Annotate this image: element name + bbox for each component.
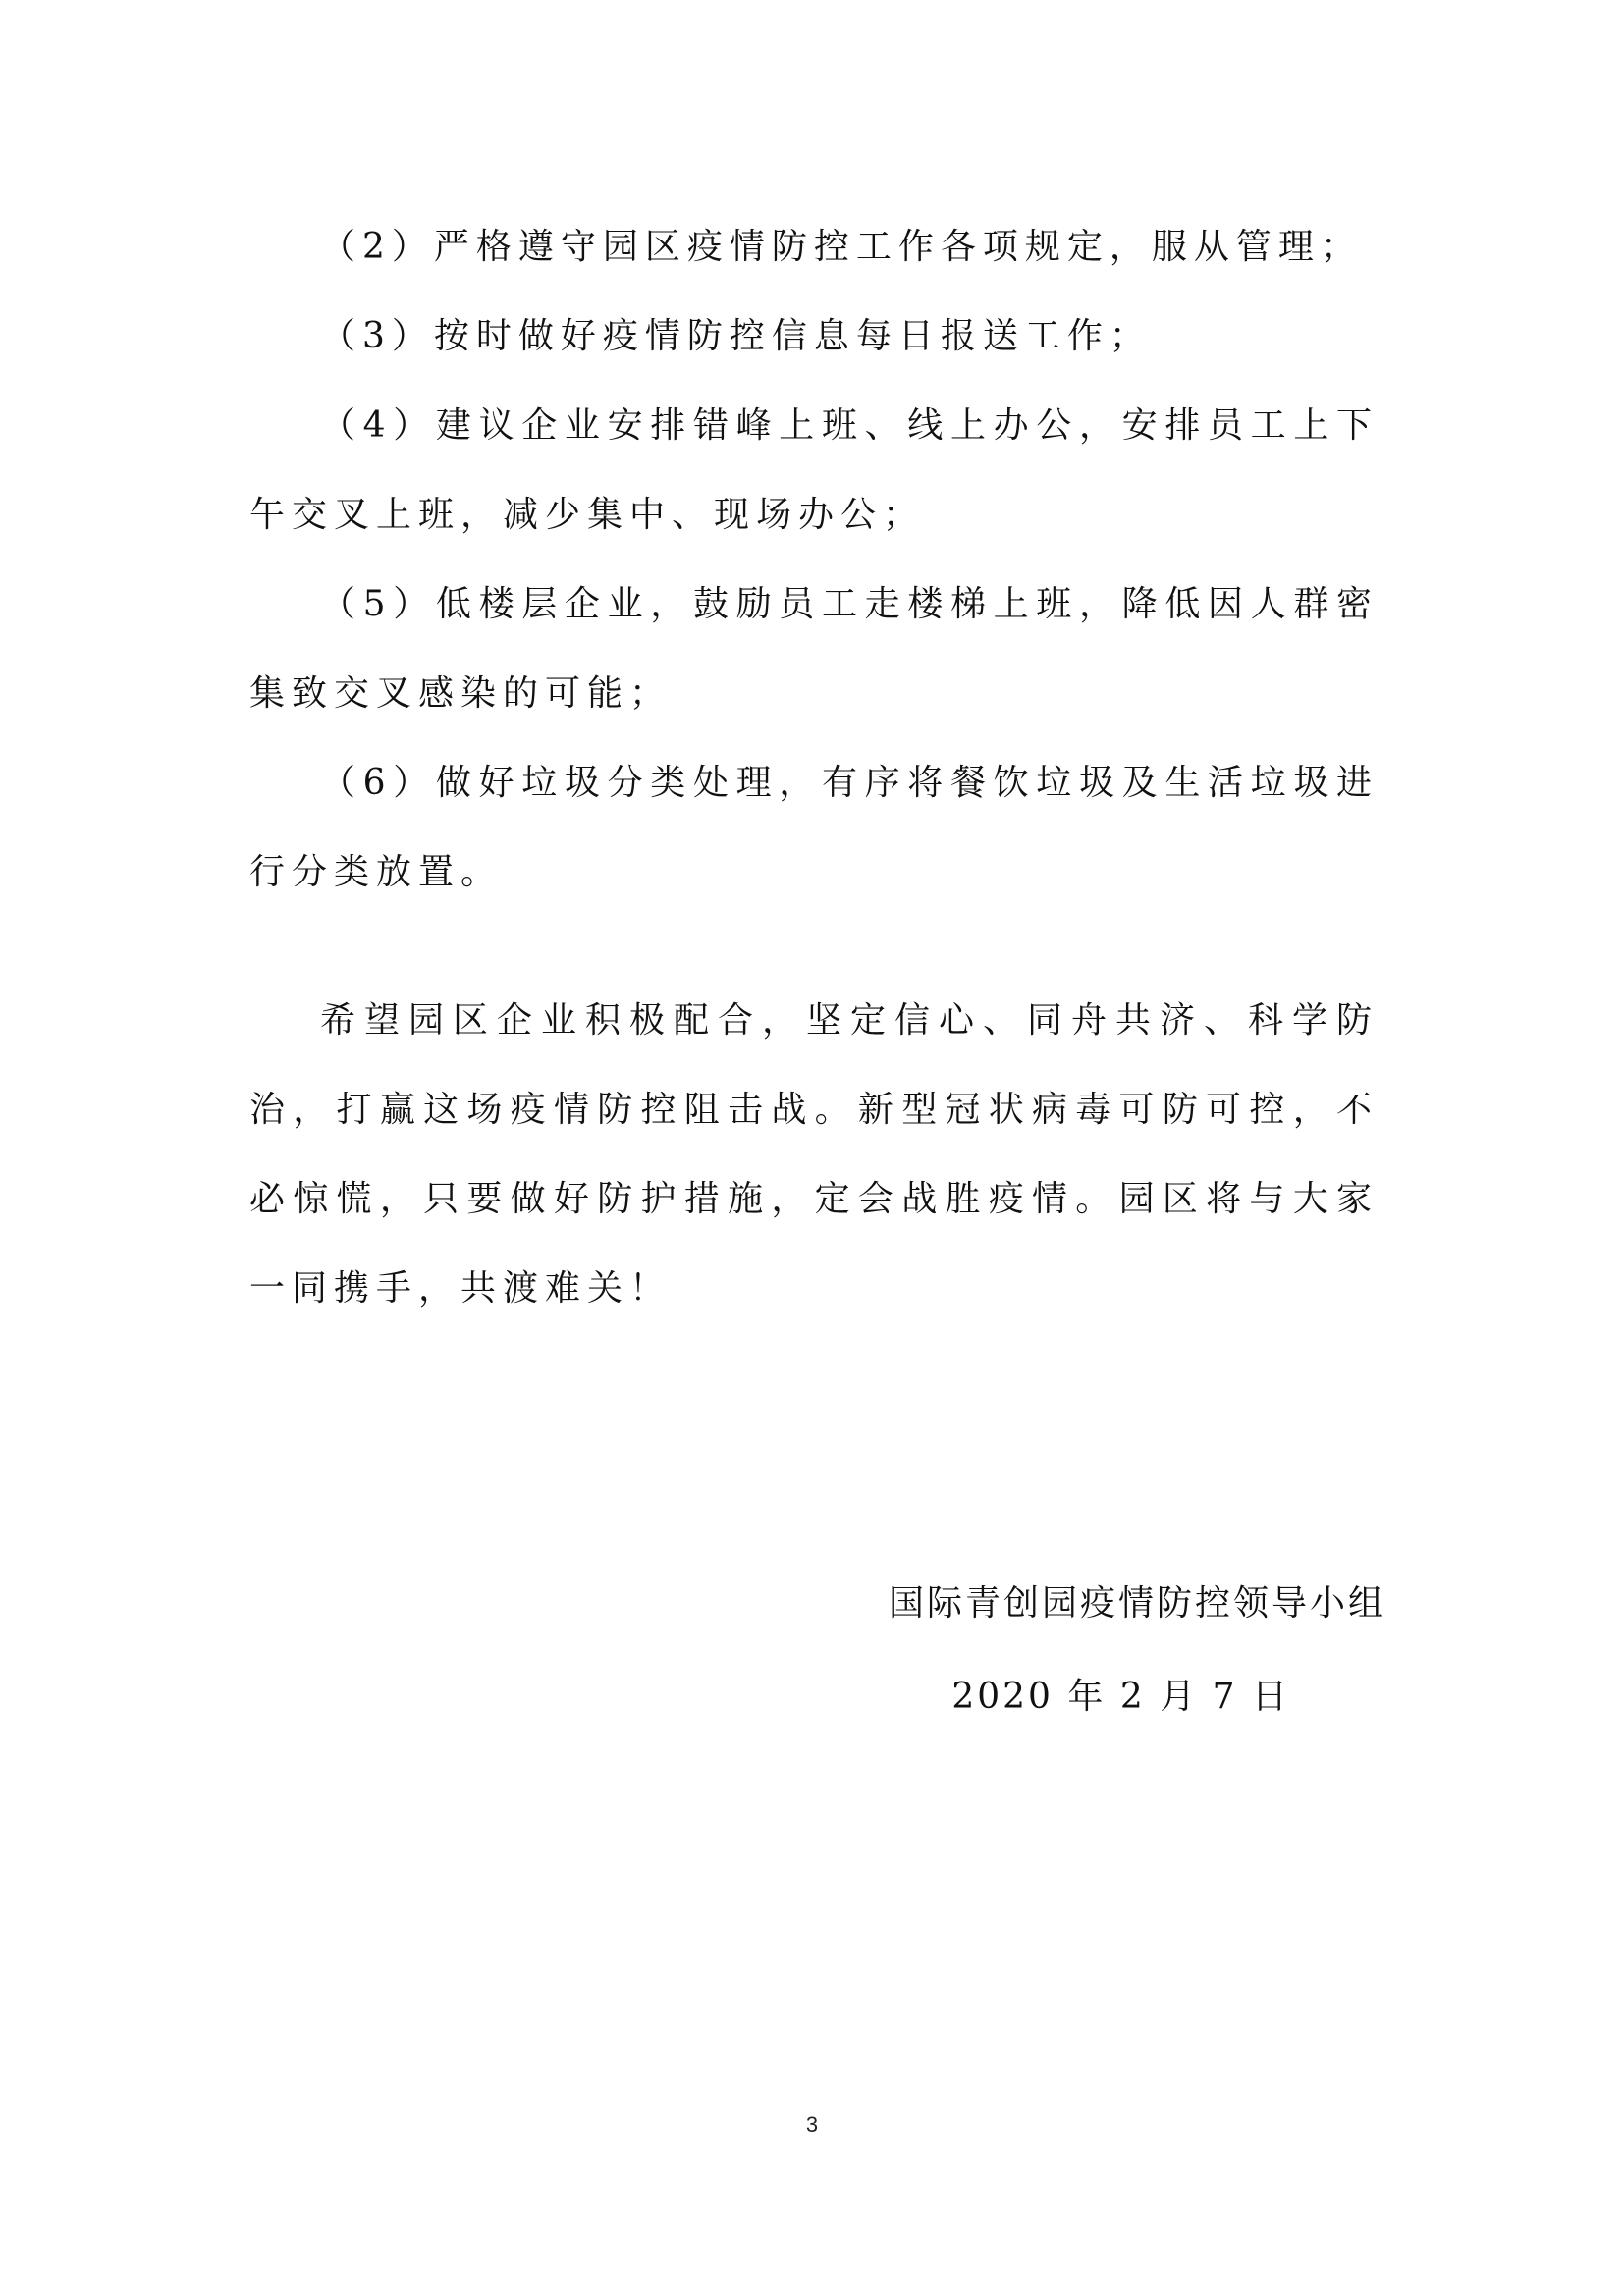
closing-section [249,976,1379,1333]
signature-date: 2020 年 2 月 7 日 [951,1677,1290,1717]
page-number: 3 [805,2112,819,2137]
list-item: （2）严格遵守园区疫情防控工作各项规定，服从管理； [320,227,1363,267]
list-item: （3）按时做好疫情防控信息每日报送工作； [320,316,1152,356]
measures-list [249,202,1379,917]
list-item: （4）建议企业安排错峰上班、线上办公，安排员工上下午交叉上班，减少集中、现场办公； [249,405,1379,535]
list-item: （5）低楼层企业，鼓励员工走楼梯上班，降低因人群密集致交叉感染的可能； [249,584,1379,714]
signature-organization: 国际青创园疫情防控领导小组 [888,1583,1386,1624]
list-item: （6）做好垃圾分类处理，有序将餐饮垃圾及生活垃圾进行分类放置。 [249,763,1379,892]
closing-paragraph: 希望园区企业积极配合，坚定信心、同舟共济、科学防治，打赢这场疫情防控阻击战。新型冠状病毒可防可控，不必惊慌，只要做好防护措施，定会战胜疫情。园区将与大家一同携手，共渡难关！ [249,1000,1379,1308]
